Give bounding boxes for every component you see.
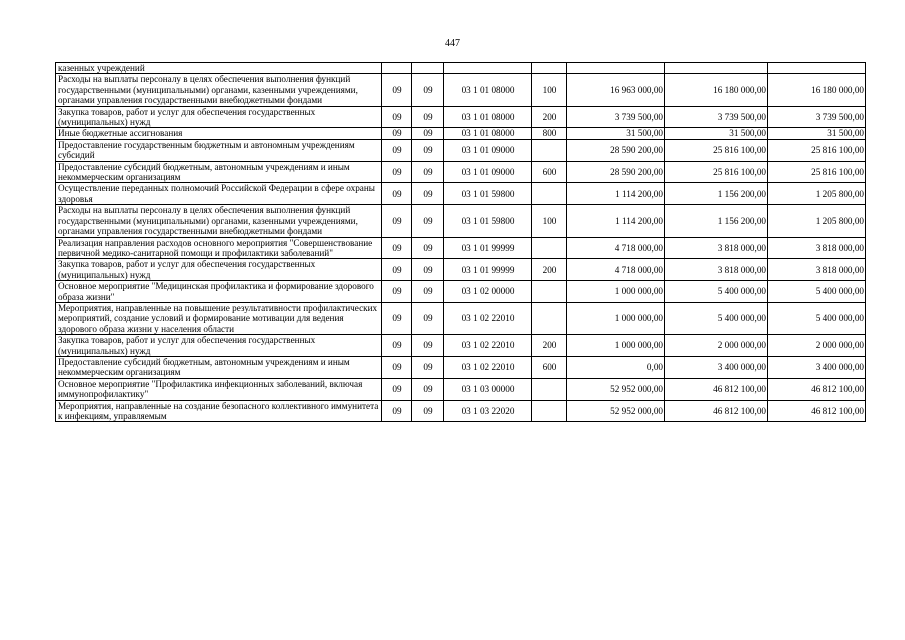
cell-target-article: 03 1 01 99999 (444, 237, 532, 259)
cell-amount-1: 31 500,00 (567, 128, 665, 139)
cell-amount-2: 3 818 000,00 (665, 259, 768, 281)
cell-name: Расходы на выплаты персоналу в целях обеспечения выполнения функций государственными (муниципальными) органами, казенными учреждениями, органами управления государственными внебюджетными фондами (56, 205, 382, 237)
cell-subsection: 09 (412, 259, 444, 281)
cell-subsection: 09 (412, 356, 444, 378)
cell-section: 09 (382, 205, 412, 237)
cell-amount-2 (665, 63, 768, 74)
cell-amount-3: 25 816 100,00 (768, 161, 866, 183)
cell-section: 09 (382, 106, 412, 128)
cell-name: Основное мероприятие "Медицинская профилактика и формирование здорового образа жизни" (56, 281, 382, 303)
cell-name: Расходы на выплаты персоналу в целях обеспечения выполнения функций государственными (муниципальными) органами, казенными учреждениями, органами управления государственными внебюджетными фондами (56, 74, 382, 106)
cell-amount-1: 1 114 200,00 (567, 205, 665, 237)
cell-amount-1: 16 963 000,00 (567, 74, 665, 106)
table-row (56, 161, 866, 183)
cell-subsection: 09 (412, 183, 444, 205)
cell-section: 09 (382, 128, 412, 139)
budget-table (55, 62, 866, 422)
cell-name: Реализация направления расходов основного мероприятия "Совершенствование первичной медико-санитарной помощи и профилактики заболеваний" (56, 237, 382, 259)
cell-amount-2: 5 400 000,00 (665, 302, 768, 334)
cell-name: Закупка товаров, работ и услуг для обеспечения государственных (муниципальных) нужд (56, 259, 382, 281)
cell-expense-type: 100 (532, 74, 567, 106)
cell-name: Мероприятия, направленные на создание безопасного коллективного иммунитета к инфекциям, управляемым (56, 400, 382, 422)
cell-amount-1: 0,00 (567, 356, 665, 378)
table-row (56, 63, 866, 74)
cell-amount-3 (768, 63, 866, 74)
cell-target-article: 03 1 02 00000 (444, 281, 532, 303)
cell-amount-1: 4 718 000,00 (567, 259, 665, 281)
cell-target-article: 03 1 01 59800 (444, 205, 532, 237)
table-row (56, 106, 866, 128)
cell-amount-1: 52 952 000,00 (567, 400, 665, 422)
cell-subsection: 09 (412, 335, 444, 357)
table-row (56, 205, 866, 237)
table-row (56, 400, 866, 422)
cell-amount-3: 31 500,00 (768, 128, 866, 139)
cell-section: 09 (382, 139, 412, 161)
cell-section: 09 (382, 161, 412, 183)
cell-section: 09 (382, 183, 412, 205)
cell-name: Осуществление переданных полномочий Российской Федерации в сфере охраны здоровья (56, 183, 382, 205)
cell-expense-type: 200 (532, 259, 567, 281)
cell-target-article: 03 1 03 00000 (444, 378, 532, 400)
table-row (56, 335, 866, 357)
cell-amount-3: 1 205 800,00 (768, 205, 866, 237)
table-row (56, 259, 866, 281)
cell-amount-2: 25 816 100,00 (665, 139, 768, 161)
cell-amount-3: 46 812 100,00 (768, 378, 866, 400)
cell-target-article: 03 1 03 22020 (444, 400, 532, 422)
cell-subsection: 09 (412, 281, 444, 303)
cell-section: 09 (382, 259, 412, 281)
cell-name: Мероприятия, направленные на повышение результативности профилактических мероприятий, создание условий и формирование мотивации для ведения здорового образа жизни у населения области (56, 302, 382, 334)
cell-amount-1: 1 000 000,00 (567, 281, 665, 303)
table-row (56, 139, 866, 161)
cell-expense-type: 600 (532, 356, 567, 378)
cell-target-article: 03 1 02 22010 (444, 335, 532, 357)
cell-subsection: 09 (412, 74, 444, 106)
cell-amount-1: 28 590 200,00 (567, 139, 665, 161)
page-number: 447 (445, 38, 460, 49)
cell-name: Иные бюджетные ассигнования (56, 128, 382, 139)
cell-amount-1: 52 952 000,00 (567, 378, 665, 400)
cell-section: 09 (382, 335, 412, 357)
cell-section: 09 (382, 378, 412, 400)
cell-subsection: 09 (412, 237, 444, 259)
cell-expense-type (532, 237, 567, 259)
cell-expense-type (532, 63, 567, 74)
cell-amount-2: 3 818 000,00 (665, 237, 768, 259)
cell-name: Закупка товаров, работ и услуг для обеспечения государственных (муниципальных) нужд (56, 335, 382, 357)
cell-amount-2: 31 500,00 (665, 128, 768, 139)
cell-amount-3: 46 812 100,00 (768, 400, 866, 422)
cell-target-article: 03 1 01 08000 (444, 106, 532, 128)
table-row (56, 74, 866, 106)
cell-amount-3: 3 818 000,00 (768, 259, 866, 281)
cell-amount-2: 5 400 000,00 (665, 281, 768, 303)
cell-subsection: 09 (412, 378, 444, 400)
cell-subsection: 09 (412, 302, 444, 334)
cell-amount-2: 1 156 200,00 (665, 183, 768, 205)
cell-target-article: 03 1 01 08000 (444, 74, 532, 106)
cell-amount-3: 3 400 000,00 (768, 356, 866, 378)
table-row (56, 302, 866, 334)
cell-section: 09 (382, 281, 412, 303)
cell-expense-type: 800 (532, 128, 567, 139)
cell-amount-1: 3 739 500,00 (567, 106, 665, 128)
cell-amount-1: 1 114 200,00 (567, 183, 665, 205)
cell-target-article: 03 1 01 08000 (444, 128, 532, 139)
cell-target-article: 03 1 01 99999 (444, 259, 532, 281)
cell-subsection: 09 (412, 128, 444, 139)
cell-expense-type (532, 302, 567, 334)
cell-name: Основное мероприятие "Профилактика инфекционных заболеваний, включая иммунопрофилактику" (56, 378, 382, 400)
cell-target-article: 03 1 01 09000 (444, 161, 532, 183)
cell-name: Закупка товаров, работ и услуг для обеспечения государственных (муниципальных) нужд (56, 106, 382, 128)
table-row (56, 281, 866, 303)
cell-name: Предоставление субсидий бюджетным, автономным учреждениям и иным некоммерческим организациям (56, 356, 382, 378)
cell-amount-1 (567, 63, 665, 74)
cell-amount-2: 25 816 100,00 (665, 161, 768, 183)
cell-expense-type (532, 139, 567, 161)
cell-amount-3: 1 205 800,00 (768, 183, 866, 205)
table-body (56, 63, 866, 422)
cell-subsection: 09 (412, 205, 444, 237)
cell-amount-2: 46 812 100,00 (665, 400, 768, 422)
cell-subsection: 09 (412, 139, 444, 161)
cell-expense-type: 600 (532, 161, 567, 183)
cell-target-article: 03 1 02 22010 (444, 302, 532, 334)
cell-amount-2: 3 739 500,00 (665, 106, 768, 128)
cell-section: 09 (382, 302, 412, 334)
cell-section: 09 (382, 400, 412, 422)
cell-amount-3: 2 000 000,00 (768, 335, 866, 357)
cell-target-article: 03 1 01 59800 (444, 183, 532, 205)
cell-amount-1: 1 000 000,00 (567, 335, 665, 357)
cell-target-article: 03 1 02 22010 (444, 356, 532, 378)
table-row (56, 237, 866, 259)
cell-amount-2: 16 180 000,00 (665, 74, 768, 106)
table-row (56, 183, 866, 205)
cell-subsection: 09 (412, 400, 444, 422)
cell-amount-3: 16 180 000,00 (768, 74, 866, 106)
cell-name: Предоставление государственным бюджетным и автономным учреждениям субсидий (56, 139, 382, 161)
cell-amount-2: 2 000 000,00 (665, 335, 768, 357)
cell-amount-2: 3 400 000,00 (665, 356, 768, 378)
cell-subsection (412, 63, 444, 74)
cell-expense-type (532, 281, 567, 303)
cell-subsection: 09 (412, 106, 444, 128)
cell-section: 09 (382, 74, 412, 106)
cell-section: 09 (382, 237, 412, 259)
cell-expense-type (532, 183, 567, 205)
cell-expense-type (532, 378, 567, 400)
table-row (56, 378, 866, 400)
cell-section (382, 63, 412, 74)
cell-amount-3: 5 400 000,00 (768, 302, 866, 334)
cell-target-article (444, 63, 532, 74)
cell-amount-3: 25 816 100,00 (768, 139, 866, 161)
cell-expense-type: 100 (532, 205, 567, 237)
cell-subsection: 09 (412, 161, 444, 183)
cell-expense-type: 200 (532, 335, 567, 357)
cell-name: казенных учреждений (56, 63, 382, 74)
cell-amount-3: 3 739 500,00 (768, 106, 866, 128)
cell-amount-2: 46 812 100,00 (665, 378, 768, 400)
cell-amount-3: 3 818 000,00 (768, 237, 866, 259)
table-row (56, 128, 866, 139)
cell-expense-type (532, 400, 567, 422)
cell-section: 09 (382, 356, 412, 378)
cell-amount-2: 1 156 200,00 (665, 205, 768, 237)
cell-amount-1: 4 718 000,00 (567, 237, 665, 259)
cell-amount-1: 28 590 200,00 (567, 161, 665, 183)
table-row (56, 356, 866, 378)
cell-expense-type: 200 (532, 106, 567, 128)
cell-amount-1: 1 000 000,00 (567, 302, 665, 334)
cell-amount-3: 5 400 000,00 (768, 281, 866, 303)
cell-name: Предоставление субсидий бюджетным, автономным учреждениям и иным некоммерческим организациям (56, 161, 382, 183)
cell-target-article: 03 1 01 09000 (444, 139, 532, 161)
